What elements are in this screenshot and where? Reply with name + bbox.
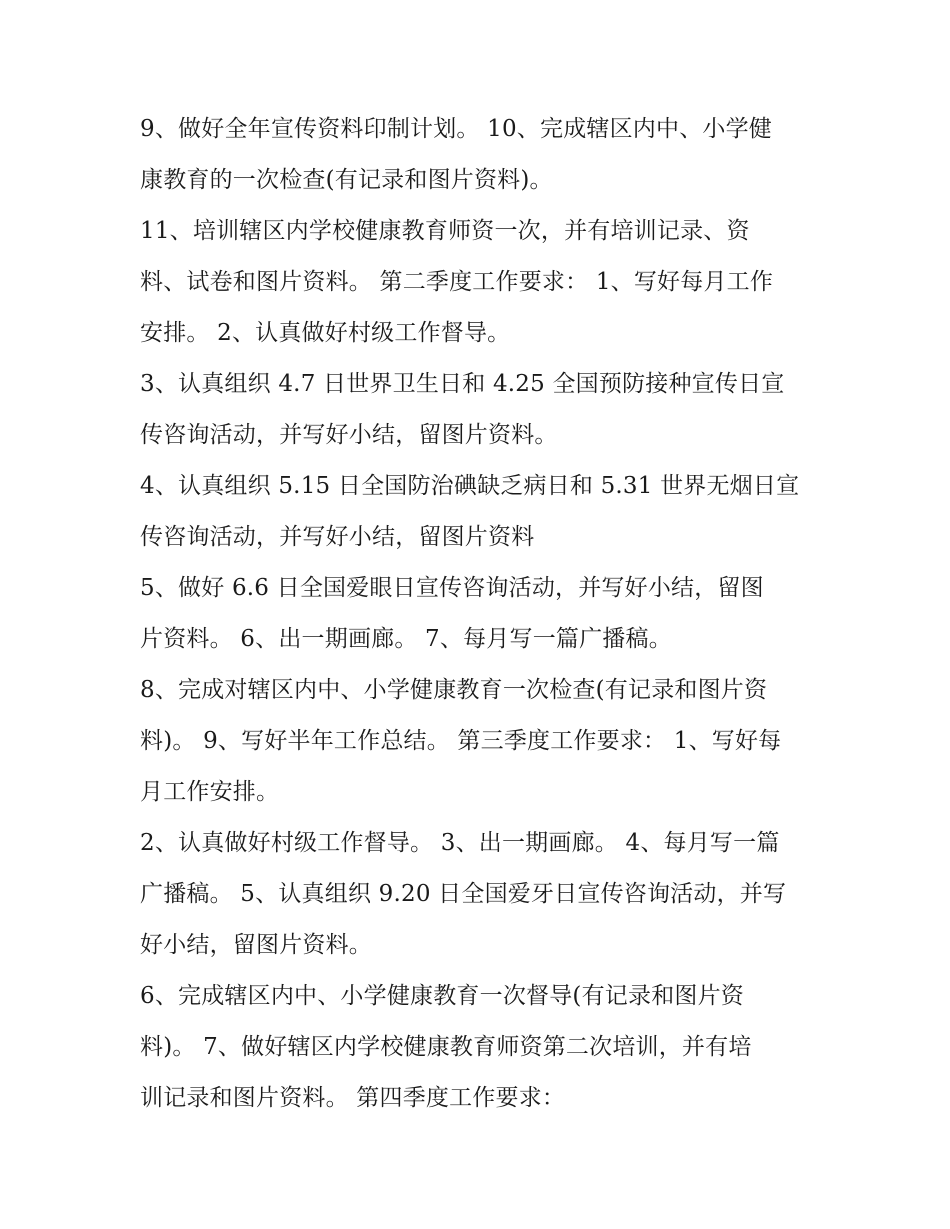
text-line-16: 广播稿。 5、认真组织 9.20 日全国爱牙日宣传咨询活动，并写: [140, 881, 787, 907]
text-line-12: 8、完成对辖区内中、小学健康教育一次检查(有记录和图片资: [140, 677, 768, 703]
text-line-2: 康教育的一次检查(有记录和图片资料)。: [140, 167, 553, 193]
text-line-1: 9、做好全年宣传资料印制计划。 10、完成辖区内中、小学健: [140, 116, 773, 142]
text-line-15: 2、认真做好村级工作督导。 3、出一期画廊。 4、每月写一篇: [140, 830, 780, 856]
text-line-3: 11、培训辖区内学校健康教育师资一次，并有培训记录、资: [140, 218, 750, 244]
text-line-17: 好小结，留图片资料。: [140, 932, 372, 958]
text-line-14: 月工作安排。: [140, 779, 280, 805]
text-line-19: 料)。 7、做好辖区内学校健康教育师资第二次培训，并有培: [140, 1034, 752, 1060]
text-line-20: 训记录和图片资料。 第四季度工作要求：: [140, 1085, 566, 1111]
text-line-13: 料)。 9、写好半年工作总结。 第三季度工作要求： 1、写好每: [140, 728, 782, 754]
text-line-18: 6、完成辖区内中、小学健康教育一次督导(有记录和图片资: [140, 983, 745, 1009]
text-line-9: 传咨询活动，并写好小结，留图片资料: [140, 524, 535, 550]
text-line-10: 5、做好 6.6 日全国爱眼日宣传咨询活动，并写好小结，留图: [140, 575, 764, 601]
text-line-6: 3、认真组织 4.7 日世界卫生日和 4.25 全国预防接种宣传日宣: [140, 371, 785, 397]
text-line-5: 安排。 2、认真做好村级工作督导。: [140, 320, 511, 346]
text-line-7: 传咨询活动，并写好小结，留图片资料。: [140, 422, 558, 448]
document-body: [140, 104, 815, 1124]
text-line-11: 片资料。 6、出一期画廊。 7、每月写一篇广播稿。: [140, 626, 672, 652]
text-line-8: 4、认真组织 5.15 日全国防治碘缺乏病日和 5.31 世界无烟日宣: [140, 473, 800, 499]
text-line-4: 料、试卷和图片资料。 第二季度工作要求： 1、写好每月工作: [140, 269, 774, 295]
